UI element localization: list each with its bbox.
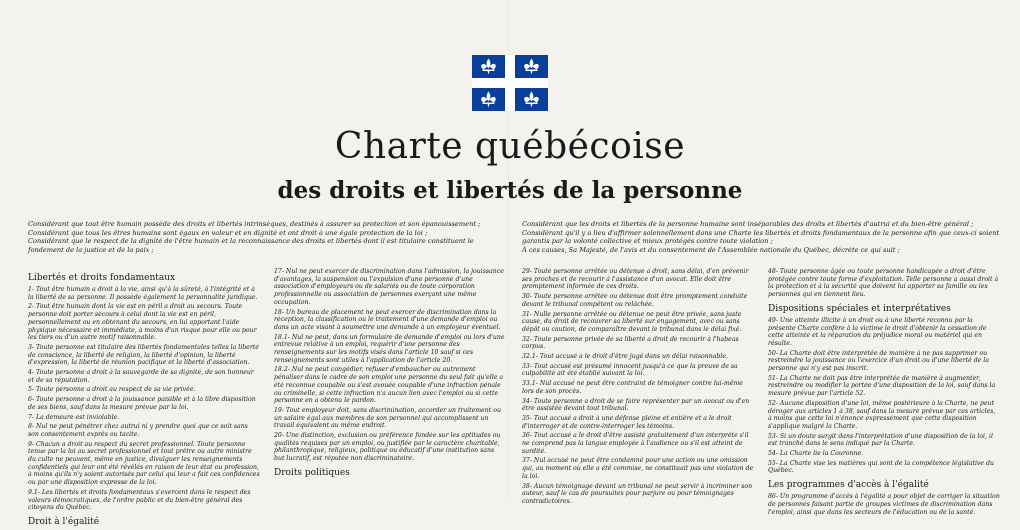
article: 29- Toute personne arrêtée ou détenue a droit, sans délai, d'en prévenir ses proches et de recourir à l'assistance d'un avocat. Elle doit être promptement informée de ces droits. xyxy=(522,268,749,291)
article: 19- Tout employeur doit, sans discrimination, accorder un traitement ou un salaire égal aux membres de son personnel qui accomplissent un travail équivalent au même endroit. xyxy=(274,406,501,430)
article: 6- Toute personne a droit à la jouissance paisible et à la libre disposition de ses biens, sauf dans la mesure prévue par la loi. xyxy=(28,396,256,411)
section-heading: Libertés et droits fondamentaux xyxy=(28,273,176,283)
column-3 xyxy=(522,268,754,508)
section-heading: Droits politiques xyxy=(274,467,350,478)
article: 18.2- Nul ne peut congédier, refuser d'embaucher ou autrement pénaliser dans le cadre de son emploi une personne du seul fait qu'elle a été reconnue coupable ou s'est avouée coupable d'une infraction pénale ou criminelle, si cette infraction n'a aucun lien avec l'emploi ou si cette personne en a obtenu le pardon. xyxy=(274,366,504,405)
article: 31- Nulle personne arrêtée ou détenue ne peut être privée, sans juste cause, du droit de recouvrer sa liberté sur engagement, avec ou sans dépôt ou caution, de comparaître devant le tribunal dans le délai fixé. xyxy=(522,310,742,333)
article: 35- Tout accusé a droit à une défense pleine et entière et a le droit d'interroger et de contre-interroger les témoins. xyxy=(522,414,732,430)
article: 51- La Charte ne doit pas être interprétée de manière à augmenter, restreindre ou modifier la portée d'une disposition de la loi, sauf dans la mesure prévue par l'article 52. xyxy=(768,374,996,398)
article: 33- Tout accusé est présumé innocent jusqu'à ce que la preuve de sa culpabilité ait été établie suivant la loi. xyxy=(522,362,738,378)
article: 52- Aucune disposition d'une loi, même postérieure à la Charte, ne peut déroger aux articles 1 à 38, sauf dans la mesure prévue par ces articles, à moins que cette loi n'énonce expressément que cette disposition s'applique malgré la Charte. xyxy=(768,399,996,430)
article: 86- Un programme d'accès à l'égalité a pour objet de corriger la situation de personnes faisant partie de groupes victimes de discrimination dans l'emploi, ainsi que dans les secteurs de l'éducation ou de la santé. xyxy=(768,493,1000,516)
preamble-paragraph: Considérant qu'il y a lieu d'affirmer solennellement dans une Charte les libertés et droits fondamentaux de la personne afin que ceux-ci soient garantis par la volonté collective et mieux protégés contre toute violation ; xyxy=(522,228,1000,246)
article: 4- Toute personne a droit à la sauvegarde de sa dignité, de son honneur et de sa réputation. xyxy=(28,369,254,384)
column-1 xyxy=(28,268,260,530)
article: 17- Nul ne peut exercer de discrimination dans l'admission, la jouissance d'avantages, la suspension ou l'expulsion d'une personne d'une association d'employeurs ou de salariés ou de toute corporation professionnelle ou association de personnes exerçant une même occupation. xyxy=(274,268,504,306)
article: 33.1- Nul accusé ne peut être contraint de témoigner contre lui-même lors de son procès. xyxy=(522,380,743,395)
column-2 xyxy=(274,268,506,481)
article: 3- Toute personne est titulaire des libertés fondamentales telles la liberté de conscience, la liberté de religion, la liberté d'opinion, la liberté d'expression, la liberté de réunion pacifique et la liberté d'association. xyxy=(28,343,259,367)
section-heading: Dispositions spéciales et interprétatives xyxy=(768,303,951,314)
article: 9.1- Les libertés et droits fondamentaux s'exercent dans le respect des valeurs démocratiques, de l'ordre public et du bien-être général des citoyens du Québec. xyxy=(28,488,251,512)
article: 49- Une atteinte illicite à un droit ou à une liberté reconnu par la présente Charte confère à la victime le droit d'obtenir la cessation de cette atteinte et la réparation du préjudice moral ou matériel qui en résulte. xyxy=(768,316,987,347)
preamble-right xyxy=(522,220,1000,254)
article: 50- La Charte doit être interprétée de manière à ne pas supprimer ou restreindre la jouissance ou l'exercice d'un droit ou d'une liberté de la personne qui n'y est pas inscrit. xyxy=(768,349,989,373)
article: 20- Une distinction, exclusion ou préférence fondée sur les aptitudes ou qualités requises par un emploi, ou justifiée par le caractère charitable, philanthropique, religieux, politique ou éducatif d'une institution sans but lucratif, est réputée non discriminatoire. xyxy=(274,432,501,463)
preamble-paragraph: Considérant que le respect de la dignité de l'être humain et la reconnaissance des droits et libertés dont il est titulaire constituent le fondement de la justice et de la paix ; xyxy=(28,237,474,254)
article: 8- Nul ne peut pénétrer chez autrui ni y prendre quoi que ce soit sans son consentement exprès ou tacite. xyxy=(28,423,248,438)
preamble-left xyxy=(28,220,503,254)
article: 18.1- Nul ne peut, dans un formulaire de demande d'emploi ou lors d'une entrevue relative à un emploi, requérir d'une personne des renseignements sur les motifs visés dans l'article 10 sauf si ces renseignements sont utiles à l'application de l'article 20. xyxy=(274,333,505,364)
preamble-paragraph: Considérant que tout être humain possède des droits et libertés intrinsèques, destinés à assurer sa protection et son épanouissement ; xyxy=(28,220,481,228)
quebec-flag xyxy=(472,55,548,111)
preamble-paragraph: À ces causes, Sa Majesté, de l'avis et du consentement de l'Assemblée nationale du Québec, décrète ce qui suit ; xyxy=(522,245,900,254)
article: 9- Chacun a droit au respect du secret professionnel. Toute personne tenue par la loi au secret professionnel et tout prêtre ou autre ministre du culte ne peuvent, même en justice, divulguer les renseignements confidentiels qui leur ont été révélés en raison de leur état ou profession, à moins qu'ils n'y soient autorisés par celui qui leur a fait ces confidences ou par une disposition expresse de la loi. xyxy=(28,440,260,487)
section-heading: Les programmes d'accès à l'égalité xyxy=(768,480,929,491)
preamble-paragraph: Considérant que les droits et libertés de la personne humaine sont inséparables des droits et libertés d'autrui et du bien-être général ; xyxy=(522,220,974,228)
article: 38- Aucun témoignage devant un tribunal ne peut servir à incriminer son auteur, sauf le cas de poursuites pour parjure ou pour témoignages contradictoires. xyxy=(522,482,753,505)
article: 2- Tout être humain dont la vie est en péril a droit au secours. Toute personne doit porter secours à celui dont la vie est en péril, personnellement ou en obtenant du secours, en lui apportant l'aide physique nécessaire et immédiate, à moins d'un risque pour elle ou pour les tiers ou d'un autre motif raisonnable. xyxy=(28,303,257,342)
preamble-paragraph: Considérant que tous les êtres humains sont égaux en valeur et en dignité et ont droit à une égale protection de la loi ; xyxy=(28,228,428,237)
charter-title: Charte québécoise xyxy=(334,126,686,167)
article: 55- La Charte vise les matières qui sont de la compétence législative du Québec. xyxy=(768,459,995,475)
article: 7- La demeure est inviolable. xyxy=(28,413,120,421)
article: 54- La Charte lie la Couronne. xyxy=(768,450,864,458)
article: 36- Tout accusé a le droit d'être assisté gratuitement d'un interprète s'il ne comprend pas la langue employée à l'audience ou s'il est atteint de surdité. xyxy=(522,432,749,455)
article: 32.1- Tout accusé a le droit d'être jugé dans un délai raisonnable. xyxy=(522,353,728,361)
article: 30- Toute personne arrêtée ou détenue doit être promptement conduite devant le tribunal compétent ou relâchée. xyxy=(522,293,748,308)
article: 34- Toute personne a droit de se faire représenter par un avocat ou d'en être assistée devant tout tribunal. xyxy=(522,397,750,413)
article: 5- Toute personne a droit au respect de sa vie privée. xyxy=(28,386,196,394)
article: 53- Si un doute surgit dans l'interprétation d'une disposition de la loi, il est tranché dans le sens indiqué par la Charte. xyxy=(768,432,993,448)
charter-subtitle: des droits et libertés de la personne xyxy=(277,177,743,204)
article: 37- Nul accusé ne peut être condamné pour une action ou une omission qui, au moment où elle a été commise, ne constituait pas une violation de la loi. xyxy=(522,457,754,480)
article: 1- Tout être humain a droit à la vie, ainsi qu'à la sûreté, à l'intégrité et à la liberté de sa personne. Il possède également la personnalité juridique. xyxy=(28,286,258,301)
article: 18- Un bureau de placement ne peut exercer de discrimination dans la réception, la classification ou le traitement d'une demande d'emploi ou dans un acte visant à soumettre une demande à un employeur éventuel. xyxy=(274,308,501,331)
section-heading: Droit à l'égalité xyxy=(28,516,100,527)
article: 32- Toute personne privée de sa liberté a droit de recourir à l'habeas corpus. xyxy=(522,335,739,351)
article: 48- Toute personne âgée ou toute personne handicapée a droit d'être protégée contre toute forme d'exploitation. Telle personne a aussi droit à la protection et à la sécurité que doivent lui apporter sa famille ou les personnes qui en tiennent lieu. xyxy=(768,268,999,299)
column-4 xyxy=(768,268,1000,518)
